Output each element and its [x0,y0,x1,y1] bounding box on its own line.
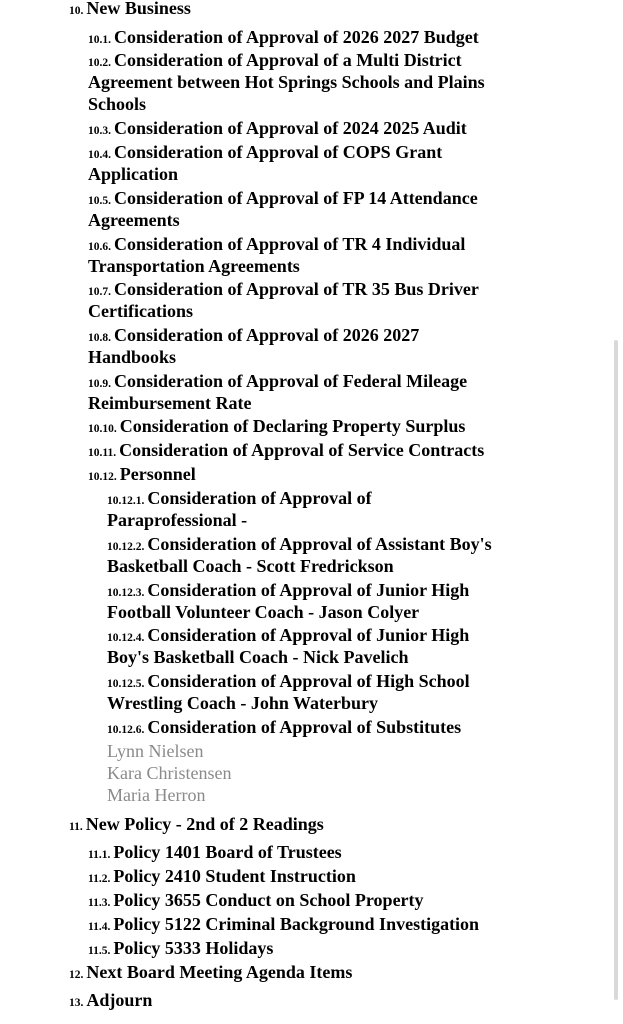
agenda-item-10-12 [88,464,196,485]
item-title: Policy 5333 Holidays [113,938,274,958]
item-title-continued: Handbooks [88,347,177,367]
item-title: Policy 2410 Student Instruction [113,866,356,886]
agenda-item-10-3 [88,118,467,139]
item-number: 13. [69,997,84,1009]
section-11-heading [69,814,324,835]
item-title: Consideration of Approval of 2024 2025 Audit [114,118,467,138]
item-number: 10.12.2. [107,541,145,553]
item-title-continued: Application [88,164,179,184]
item-number: 10.1. [88,34,111,46]
item-title: Consideration of Approval of Junior High [147,625,470,645]
agenda-item-10-9 [88,371,467,392]
item-title: Next Board Meeting Agenda Items [86,962,353,982]
item-title-continued: Boy's Basketball Coach - Nick Pavelich [107,647,409,667]
item-title: Policy 5122 Criminal Background Investigation [113,914,480,934]
item-title: Policy 3655 Conduct on School Property [113,890,424,910]
agenda-item-10-12-4 [107,625,469,646]
item-title: Consideration of Approval of Federal Mileage [114,371,468,391]
item-number: 11.3. [88,897,111,909]
item-number: 10.9. [88,378,111,390]
item-title-continued: Reimbursement Rate [88,393,252,413]
item-title: Consideration of Approval of High School [147,671,470,691]
item-title-continued: Football Volunteer Coach - Jason Colyer [107,602,420,622]
agenda-item-10-12-5 [107,671,470,692]
agenda-item-10-1 [88,27,479,48]
item-title: Consideration of Approval of COPS Grant [114,142,443,162]
item-number: 11. [69,821,83,833]
item-number: 10.5. [88,195,111,207]
item-number: 11.5. [88,945,111,957]
item-number: 10.12.5. [107,678,145,690]
item-title: Consideration of Approval of FP 14 Attendance [114,188,478,208]
item-title-continued: Basketball Coach - Scott Fredrickson [107,556,394,576]
item-title: Adjourn [86,990,153,1010]
item-title: Consideration of Approval of a Multi District [114,50,462,70]
item-title-continued: Transportation Agreements [88,256,300,276]
item-number: 10.11. [88,447,117,459]
item-title: Consideration of Approval of TR 4 Individual [114,234,466,254]
agenda-item-10-11 [88,440,484,461]
item-title-continued: Agreements [88,210,180,230]
agenda-item-10-12-2 [107,534,492,555]
agenda-item-11-2 [88,866,356,887]
item-number: 10.3. [88,125,111,137]
item-number: 10.7. [88,286,111,298]
item-title-continued: Agreement between Hot Springs Schools and Plains [88,72,485,92]
item-number: 12. [69,969,84,981]
item-title-continued: Paraprofessional - [107,510,248,530]
agenda-item-10-6 [88,234,465,255]
item-number: 10.12.6. [107,724,145,736]
item-title: Consideration of Approval of [147,488,372,508]
item-title-continued: Wrestling Coach - John Waterbury [107,693,379,713]
item-title: New Business [86,0,191,18]
agenda-item-10-10 [88,416,465,437]
scrollbar[interactable] [614,340,618,1000]
item-number: 10.12.3. [107,587,145,599]
item-title-continued: Schools [88,94,147,114]
item-title: Consideration of Approval of 2026 2027 Budget [114,27,479,47]
substitute-name: Maria Herron [107,785,206,805]
agenda-item-11-3 [88,890,424,911]
item-number: 10.2. [88,57,111,69]
item-title: Personnel [119,464,196,484]
item-title: New Policy - 2nd of 2 Readings [85,814,324,834]
item-number: 11.1. [88,849,111,861]
item-number: 11.4. [88,921,111,933]
item-number: 10.4. [88,149,111,161]
substitute-name: Kara Christensen [107,763,232,783]
agenda-item-11-1 [88,842,342,863]
section-13-heading [69,990,152,1011]
item-title: Consideration of Approval of Substitutes [147,717,462,737]
item-number: 10.12.1. [107,495,145,507]
agenda-item-10-2 [88,50,462,71]
section-10-heading [69,0,191,19]
agenda-item-10-12-1 [107,488,372,509]
item-title: Consideration of Approval of Junior High [147,580,470,600]
agenda-item-10-7 [88,279,479,300]
item-number: 10.8. [88,332,111,344]
item-title: Consideration of Approval of 2026 2027 [114,325,420,345]
item-number: 10.12. [88,471,117,483]
item-number: 10. [69,5,84,17]
item-title: Consideration of Approval of Service Contracts [119,440,485,460]
agenda-item-10-8 [88,325,419,346]
item-number: 10.6. [88,241,111,253]
item-title: Consideration of Approval of Assistant Boy's [147,534,492,554]
item-title: Consideration of Declaring Property Surplus [119,416,466,436]
section-12-heading [69,962,352,983]
agenda-item-11-5 [88,938,273,959]
agenda-item-10-12-3 [107,580,469,601]
agenda-item-10-4 [88,142,442,163]
item-title: Consideration of Approval of TR 35 Bus Driver [114,279,479,299]
item-title: Policy 1401 Board of Trustees [113,842,342,862]
item-title-continued: Certifications [88,301,193,321]
agenda-item-10-12-6 [107,717,461,738]
item-number: 10.10. [88,423,117,435]
item-number: 11.2. [88,873,111,885]
agenda-item-11-4 [88,914,479,935]
item-number: 10.12.4. [107,632,145,644]
substitute-name: Lynn Nielsen [107,741,204,761]
agenda-item-10-5 [88,188,478,209]
